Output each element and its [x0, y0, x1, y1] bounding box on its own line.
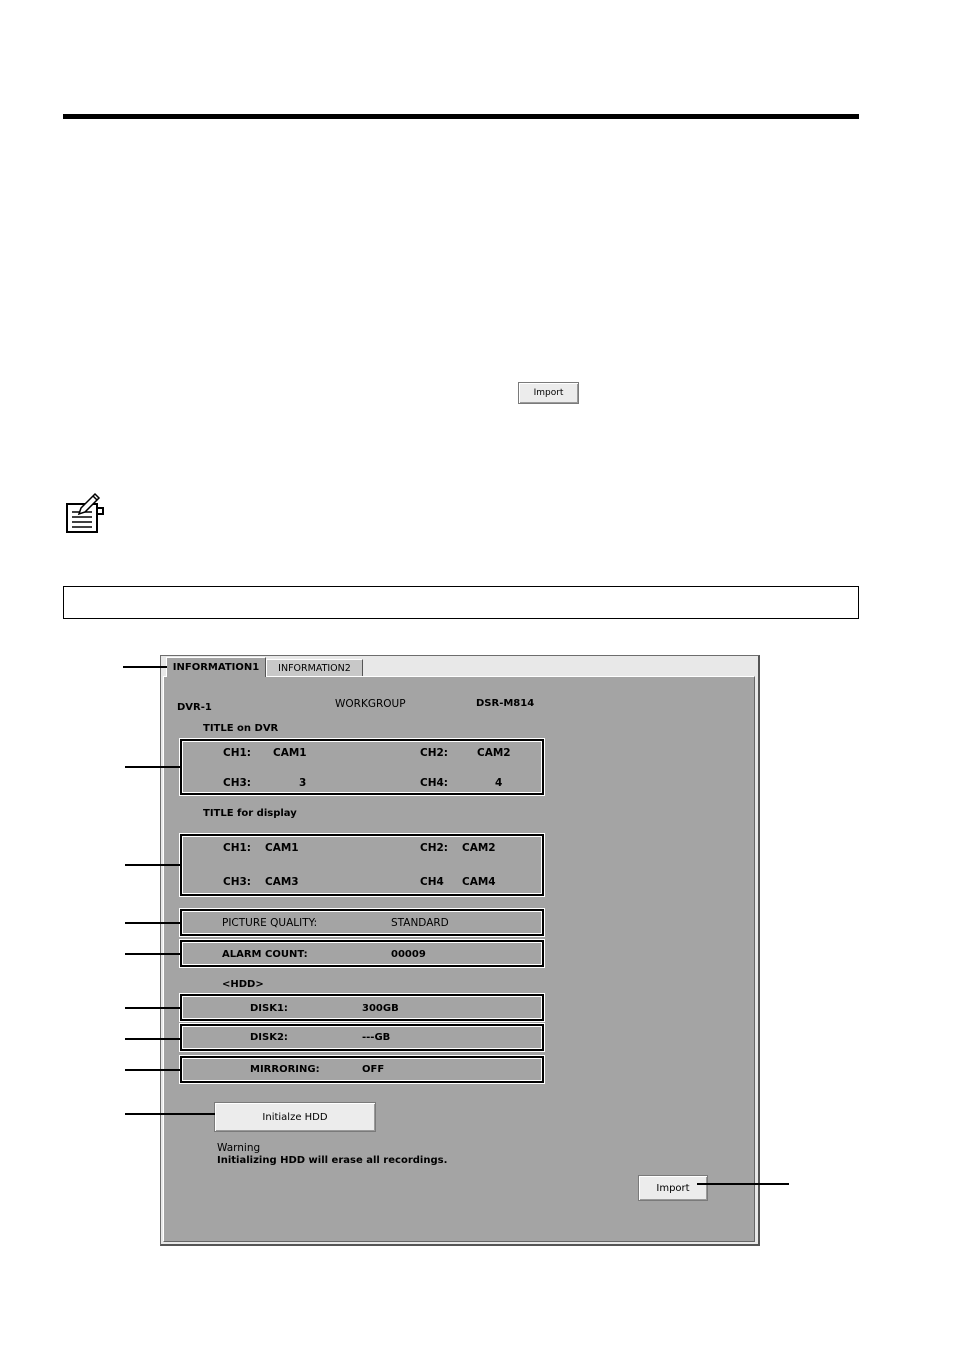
leader-line-disk1 — [125, 1007, 181, 1009]
dvr-ch4-label: CH4: — [420, 777, 448, 789]
dvr-ch2-label: CH2: — [420, 747, 448, 759]
disk2-label: DISK2: — [250, 1032, 288, 1043]
warning-text: Initializing HDD will erase all recordings. — [217, 1155, 448, 1166]
alarm-count-label: ALARM COUNT: — [222, 949, 308, 960]
dvr-ch2-value: CAM2 — [477, 747, 511, 759]
disk2-value: ---GB — [362, 1032, 391, 1043]
tab-information2[interactable]: INFORMATION2 — [266, 659, 363, 676]
leader-line-initialize — [125, 1113, 215, 1115]
disk1-value: 300GB — [362, 1003, 399, 1014]
leader-line-title-dvr — [125, 766, 181, 768]
leader-line-tab — [123, 666, 167, 668]
dvr-ch1-value: CAM1 — [273, 747, 307, 759]
leader-line-alarm-count — [125, 953, 181, 955]
title-on-dvr-heading: TITLE on DVR — [203, 723, 279, 734]
mirroring-value: OFF — [362, 1064, 385, 1075]
warning-title: Warning — [217, 1142, 261, 1154]
alarm-count-value: 00009 — [391, 949, 426, 960]
tab-information1[interactable]: INFORMATION1 — [166, 657, 266, 677]
disp-ch4-value: CAM4 — [462, 876, 496, 888]
picture-quality-value: STANDARD — [391, 917, 449, 929]
import-button[interactable]: Import — [638, 1175, 708, 1201]
dvr-name: DVR-1 — [177, 702, 212, 713]
picture-quality-label: PICTURE QUALITY: — [222, 917, 318, 929]
initialize-hdd-button[interactable]: Initialze HDD — [214, 1102, 376, 1132]
mirroring-label: MIRRORING: — [250, 1064, 320, 1075]
model-name: DSR-M814 — [476, 698, 535, 709]
disp-ch3-value: CAM3 — [265, 876, 299, 888]
dvr-ch3-value: 3 — [299, 777, 307, 789]
dvr-ch4-value: 4 — [495, 777, 503, 789]
inline-import-button[interactable]: Import — [518, 382, 579, 404]
disp-ch4-label: CH4 — [420, 876, 444, 888]
disp-ch2-label: CH2: — [420, 842, 448, 854]
dvr-ch1-label: CH1: — [223, 747, 251, 759]
note-pencil-icon — [63, 492, 109, 536]
title-for-display-heading: TITLE for display — [203, 808, 297, 819]
leader-line-mirroring — [125, 1069, 181, 1071]
disp-ch3-label: CH3: — [223, 876, 251, 888]
disp-ch1-value: CAM1 — [265, 842, 299, 854]
leader-line-title-display — [125, 864, 181, 866]
workgroup-name: WORKGROUP — [335, 698, 406, 710]
header-rule — [63, 114, 859, 119]
disp-ch1-label: CH1: — [223, 842, 251, 854]
caption-box — [63, 586, 859, 619]
leader-line-picture-quality — [125, 922, 181, 924]
leader-line-import — [697, 1183, 789, 1185]
leader-line-disk2 — [125, 1038, 181, 1040]
dvr-ch3-label: CH3: — [223, 777, 251, 789]
disp-ch2-value: CAM2 — [462, 842, 496, 854]
disk1-label: DISK1: — [250, 1003, 288, 1014]
hdd-heading: <HDD> — [222, 979, 264, 990]
